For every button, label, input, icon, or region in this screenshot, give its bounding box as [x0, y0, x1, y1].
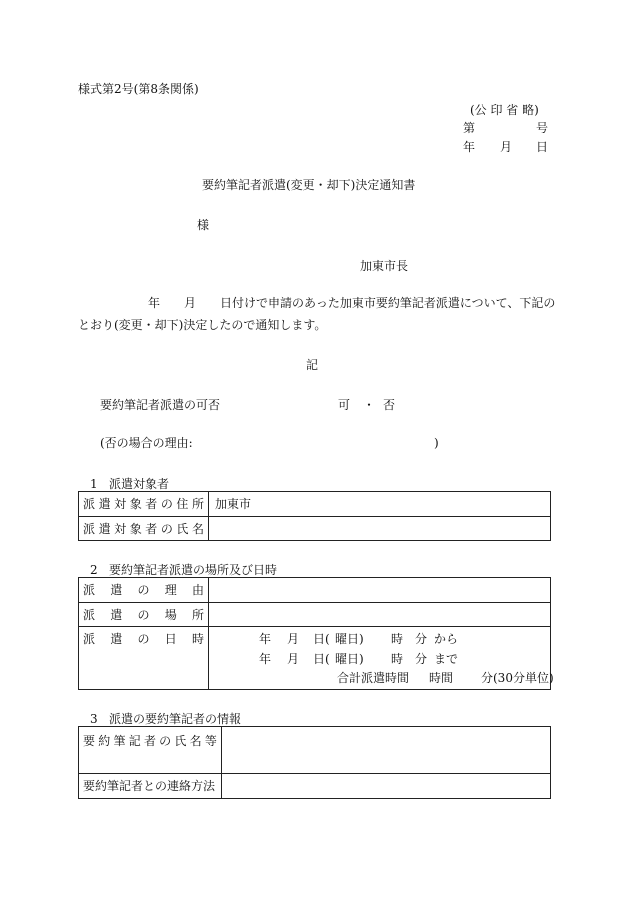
date-month-label: 月	[500, 140, 513, 154]
total-minutes-unit: 分(30分単位)	[481, 671, 554, 685]
ki-heading: 記	[306, 358, 319, 372]
number-suffix: 号	[536, 121, 549, 135]
section2-table	[78, 577, 554, 690]
table-row	[79, 517, 551, 541]
approval-label: 要約筆記者派遣の可否	[100, 398, 221, 412]
reason-close: )	[434, 436, 439, 450]
section3-heading: 派遣の要約筆記者の情報	[109, 712, 242, 726]
dispatch-reason-label: 派 遣 の 理 由	[79, 578, 209, 603]
approval-option-yes: 可	[338, 398, 351, 412]
writer-name-value[interactable]	[222, 727, 551, 774]
dispatch-reason-value[interactable]	[209, 578, 551, 603]
approval-separator: ・	[363, 398, 376, 412]
seal-omitted-note: (公 印 省 略)	[470, 103, 539, 117]
target-address-value[interactable]: 加東市	[209, 492, 551, 517]
section1-number: 1	[90, 477, 98, 491]
section1-table	[78, 491, 551, 541]
dispatch-datetime-label: 派 遣 の 日 時	[79, 627, 209, 690]
writer-contact-label: 要約筆記者との連絡方法	[79, 774, 222, 799]
section3-table	[78, 726, 551, 799]
dispatch-place-value[interactable]	[209, 603, 551, 627]
table-row	[79, 774, 551, 799]
body-text-line1: 日付けで申請のあった加東市要約筆記者派遣について、下記の	[220, 296, 556, 310]
body-text-line2: とおり(変更・却下)決定したので通知します。	[78, 318, 327, 332]
section2-heading: 要約筆記者派遣の場所及び日時	[109, 563, 278, 577]
table-row	[79, 578, 551, 603]
reason-open: (否の場合の理由:	[100, 436, 193, 450]
section3-number: 3	[90, 712, 98, 726]
table-row	[79, 727, 551, 774]
addressee-suffix: 様	[197, 218, 210, 232]
date-year-label: 年	[463, 140, 476, 154]
target-name-value[interactable]	[209, 517, 551, 541]
table-row	[79, 603, 551, 627]
body-year: 年	[148, 296, 161, 310]
section2-number: 2	[90, 563, 98, 577]
target-address-label: 派 遣 対 象 者 の 住 所	[79, 492, 209, 517]
table-row	[79, 627, 551, 690]
total-hours-unit: 時間	[429, 671, 454, 685]
target-name-label: 派 遣 対 象 者 の 氏 名	[79, 517, 209, 541]
writer-name-label: 要 約 筆 記 者 の 氏 名 等	[79, 727, 222, 774]
issuer: 加東市長	[360, 259, 409, 273]
dispatch-datetime-value[interactable]: 年 月 日( 曜日) 時 分 から 年 月 日( 曜日) 時 分 まで 合計派遣時間 時間 分(30分単位)	[209, 627, 551, 690]
total-time-label: 合計派遣時間	[337, 671, 410, 685]
dispatch-place-label: 派 遣 の 場 所	[79, 603, 209, 627]
writer-contact-value[interactable]	[222, 774, 551, 799]
approval-option-no: 否	[383, 398, 396, 412]
date-day-label: 日	[536, 140, 549, 154]
body-month: 月	[184, 296, 197, 310]
form-number: 様式第2号(第8条関係)	[78, 82, 199, 96]
section1-heading: 派遣対象者	[109, 477, 170, 491]
table-row	[79, 492, 551, 517]
document-title: 要約筆記者派遣(変更・却下)決定通知書	[202, 178, 416, 192]
number-label: 第	[463, 121, 476, 135]
